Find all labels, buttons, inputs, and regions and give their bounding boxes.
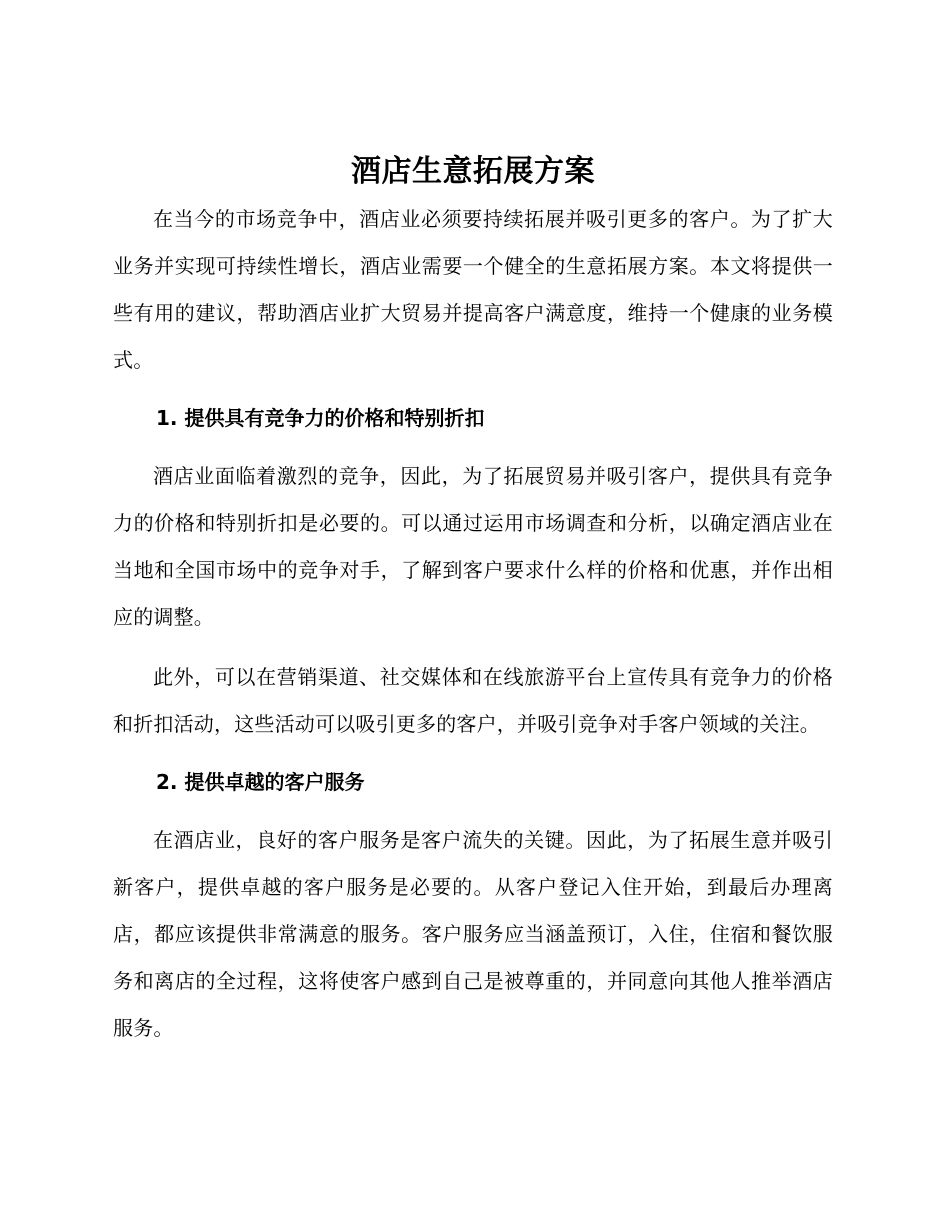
intro-paragraph: 在当今的市场竞争中，酒店业必须要持续拓展并吸引更多的客户。为了扩大业务并实现可持续性增长，酒店业需要一个健全的生意拓展方案。本文将提供一些有用的建议，帮助酒店业扩大贸易并提高客户满意度，维持一个健康的业务模式。 — [113, 207, 833, 372]
pricing-paragraph-2: 此外，可以在营销渠道、社交媒体和在线旅游平台上宣传具有竞争力的价格和折扣活动，这些活动可以吸引更多的客户，并吸引竞争对手客户领域的关注。 — [113, 665, 833, 736]
document-title: 酒店生意拓展方案 — [351, 154, 595, 189]
spacer — [113, 641, 833, 654]
spacer — [113, 806, 833, 817]
pricing-paragraph-1: 酒店业面临着激烈的竞争，因此，为了拓展贸易并吸引客户，提供具有竞争力的价格和特别折扣是必要的。可以通过运用市场调查和分析，以确定酒店业在当地和全国市场中的竞争对手，了解到客户要求什么样的价格和优惠，并作出相应的调整。 — [113, 464, 833, 629]
spacer — [113, 384, 833, 395]
service-paragraph-1: 在酒店业，良好的客户服务是客户流失的关键。因此，为了拓展生意并吸引新客户，提供卓越的客户服务是必要的。从客户登记入住开始，到最后办理离店，都应该提供非常满意的服务。客户服务应当涵盖预订，入住，住宿和餐饮服务和离店的全过程，这将使客户感到自己是被尊重的，并同意向其他人推举酒店服务。 — [113, 828, 833, 1040]
document-page — [113, 148, 833, 1052]
spacer — [113, 442, 833, 453]
section-heading-service: 2. 提供卓越的客户服务 — [156, 770, 365, 794]
spacer — [113, 748, 833, 759]
section-heading-pricing: 1. 提供具有竞争力的价格和特别折扣 — [156, 406, 485, 430]
